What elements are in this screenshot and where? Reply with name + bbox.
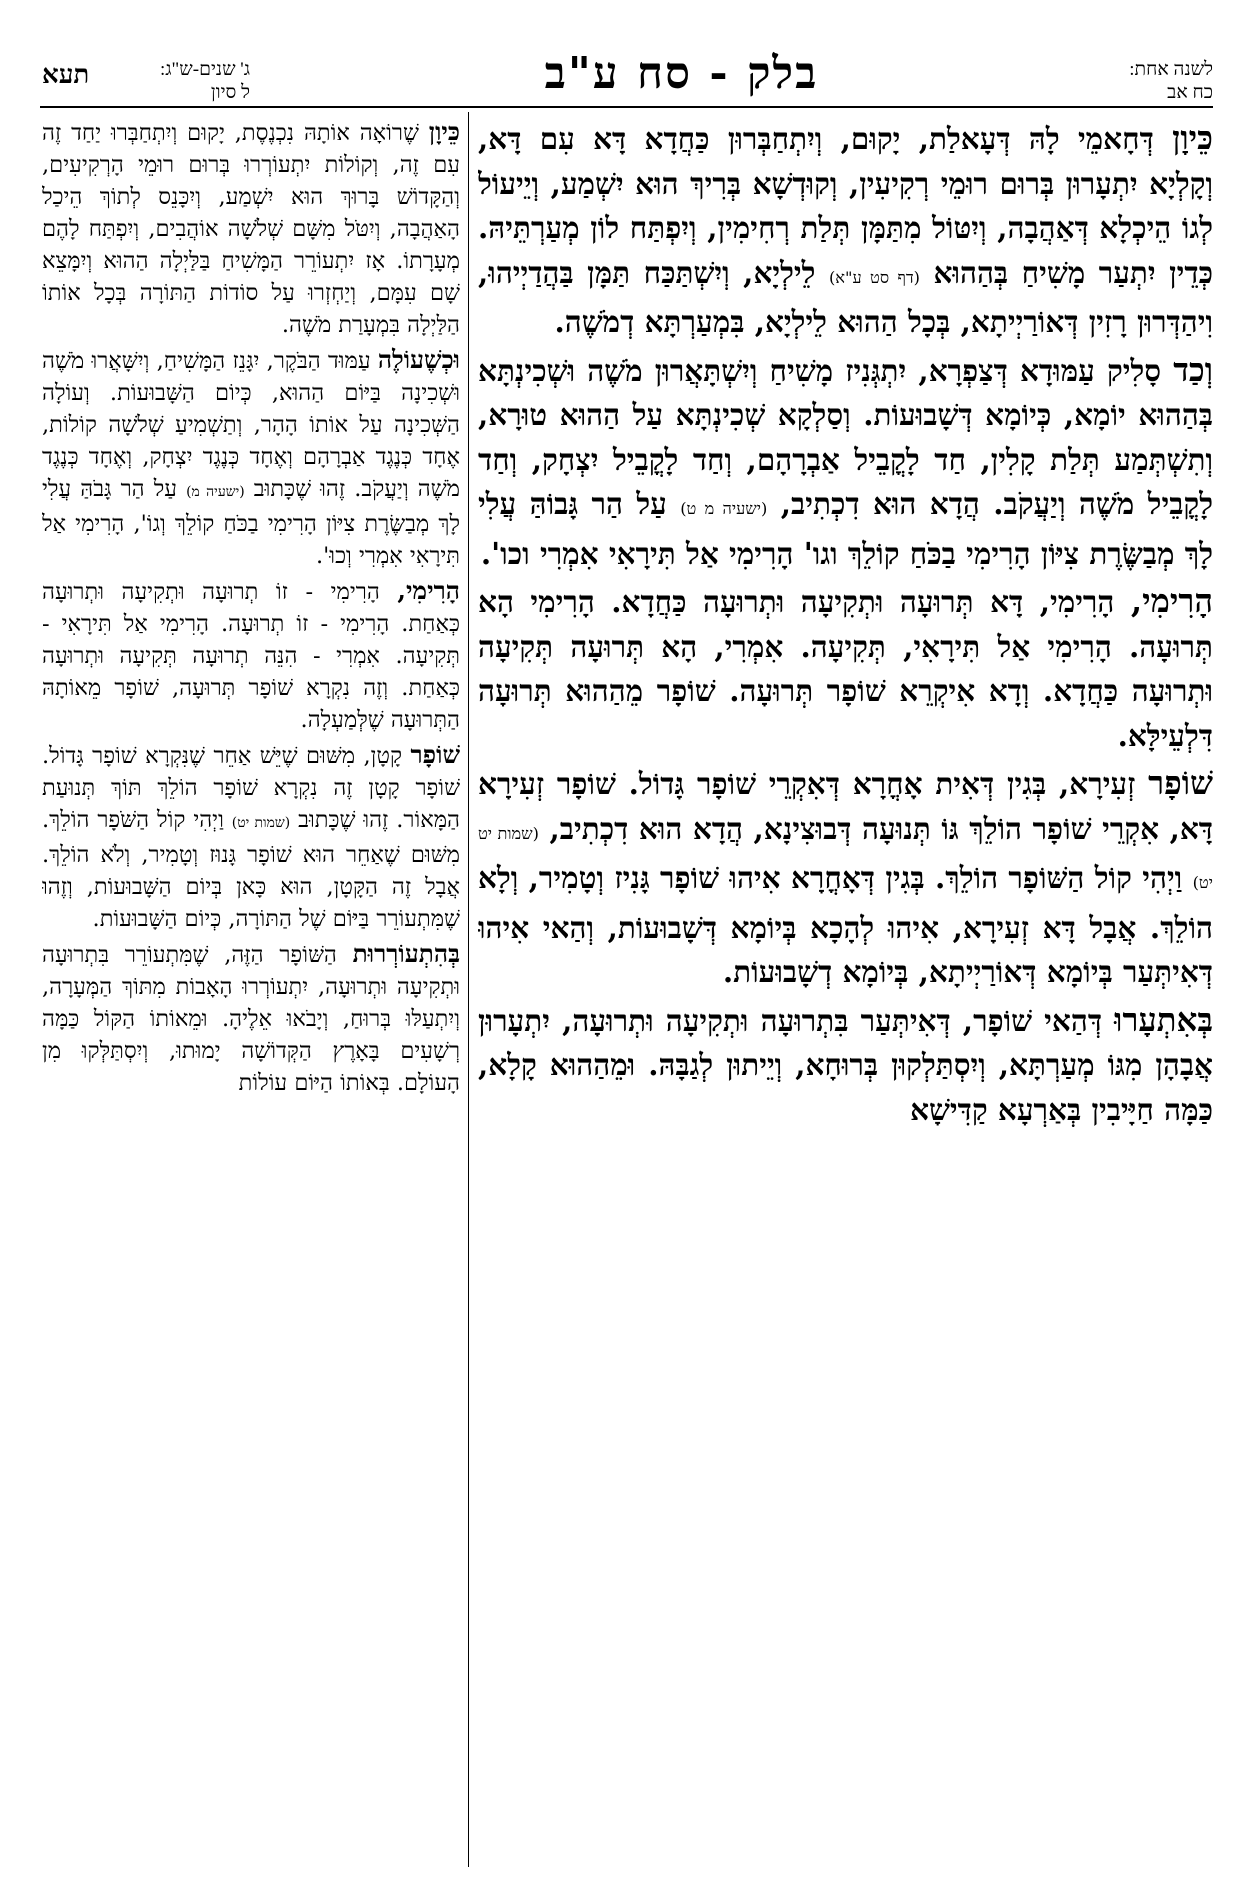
main-text-column [478,116,1213,1861]
paragraph-lead-word: וְכַד [1173,350,1213,389]
paragraph-lead-word: הָרִימִי, [397,576,460,605]
paragraph-lead-word: כֵּיוָן [428,117,460,146]
alt-schedule-label: ג' שנים-ש"ג: [160,59,250,80]
paragraph-text: וַיְהִי קוֹל הַשּׁוֹפָר הוֹלֵךְ. בְּגִין דְּאָחֳרָא אִיהוּ שׁוֹפָר גָּנִיז וְטָמִיר, וְלָא הוֹלֵךְ. אֲבָל דָּא זְעִירָא, אִיהוּ לְהָכָא בְּיוֹמָא דְּשָׁבוּעוֹת, וְהַאי אִיהוּ דְּאִיתְּעַר בְּיוֹמָא דְּאוֹרַיְיתָא, בְּיוֹמָא דְשָׁבוּעוֹת. [478,860,1213,989]
paragraph-lead-word: כֵּיוָן [1172,119,1213,157]
main-paragraph [478,761,1213,995]
paragraph-lead-word: בְּהִתְעוֹרְרוּת [352,939,460,968]
paragraph-lead-word: וּכְשֶׁעוֹלֶה [377,345,460,374]
translation-paragraph [42,116,460,341]
source-reference: (שמות יט יט) [478,823,1213,892]
paragraph-lead-word: בְּאִתְעָרוּ [1114,1000,1213,1039]
header-rule [40,106,1213,108]
main-paragraph [478,348,1213,577]
alt-schedule [160,58,250,104]
translation-paragraph [42,938,460,1099]
paragraph-lead-word: שׁוֹפָר [410,740,460,769]
paragraph-text: עַל הַר גָּבֹהַּ עֲלִי לָךְ מְבַשֶּׂרֶת צִיּוֹן הָרִימִי בַכֹּחַ קוֹלֵךְ וְגוֹ', הָרִימִי אַל תִּירָאִי אִמְרִי וְכוּ'. [42,476,460,569]
page-title: בלק - סח ע"ב [544,48,819,99]
paragraph-text: לֵילְיָא, וְיִשְׁתַּכַּח תַּמָּן בַּהֲדַיְיהוּ, וִיהַדְּרוּן רָזִין דְּאוֹרַיְיתָא, בְּכָל הַהוּא לֵילְיָא, בִּמְעַרְתָּא דְמֹשֶׁה. [478,254,1213,339]
main-paragraph [478,998,1213,1133]
study-schedule-label: לשנה אחת: [1129,59,1213,80]
translation-paragraph [42,739,460,935]
paragraph-text: שֶׁרוֹאָה אוֹתָהּ נִכְנֶסֶת, יָקוּם וְיִתְחַבְּרוּ יַחַד זֶה עִם זֶה, וְקוֹלוֹת יִתְעוֹרְרוּ בְּרוּם רוּמֵי הָרְקִיעִים, וְהַקָּדוֹשׁ בָּרוּךְ הוּא יִשְׁמַע, וְיִכָּנֵס לְתוֹךְ הֵיכַל הָאַהֲבָה, וְיִטֹּל מִשָּׁם שְׁלֹשָׁה אוֹהֲבִים, וְיִפְתַּח לָהֶם מְעָרָתוֹ. אָז יִתְעוֹרֵר הַמָּשִׁיחַ בַּלַּיְלָה הַהוּא וְיִמָּצֵא שָׁם עִמָּם, וְיַחְזְרוּ עַל סוֹדוֹת הַתּוֹרָה בְּכָל אוֹתוֹ הַלַּיְלָה בִּמְעָרַת מֹשֶׁה. [42,120,460,338]
translation-paragraph [42,575,460,736]
page-number: תעא [42,60,90,89]
alt-schedule-date: ל סיון [210,82,250,103]
paragraph-text: הַשּׁוֹפָר הַזֶּה, שֶׁמִּתְעוֹרֵר בִּתְרוּעָה וּתְקִיעָה וּתְרוּעָה, יִתְעוֹרְרוּ הָאָבוֹת מִתּוֹךְ הַמְּעָרָה, וְיִתְעַלּוּ בְּרוּחַ, וְיָבֹאוּ אֵלֶיהָ. וּמֵאוֹתוֹ הַקּוֹל כַּמָּה רְשָׁעִים בָּאָרֶץ הַקְּדוֹשָׁה יָמוּתוּ, וְיִסְתַּלְּקוּ מִן הָעוֹלָם. בְּאוֹתוֹ הַיּוֹם עוֹלוֹת [42,942,460,1096]
main-paragraph [478,579,1213,758]
study-schedule-date: כח אב [1167,82,1213,103]
paragraph-text: עַמּוּד הַבֹּקֶר, יִגָּנֵז הַמָּשִׁיחַ, וְיִשָּׁאֲרוּ מֹשֶׁה וּשְׁכִינָה בַּיּוֹם הַהוּא, כְּיוֹם הַשָּׁבוּעוֹת. וְעוֹלָה הַשְּׁכִינָה עַל אוֹתוֹ הָהָר, וְתַשְׁמִיעַ שְׁלֹשָׁה קוֹלוֹת, אֶחָד כְּנֶגֶד אַבְרָהָם וְאֶחָד כְּנֶגֶד יִצְחָק, וְאֶחָד כְּנֶגֶד מֹשֶׁה וְיַעֲקֹב. זֶהוּ שֶׁכָּתוּב [42,348,460,502]
paragraph-text: דְּחָאמֵי לָהּ דְּעָאלַת, יָקוּם, וְיִתְחַבְּרוּן כַּחֲדָא דָּא עִם דָּא, וְקָלְיָא יִתְעָרוּן בְּרוּם רוּמֵי רְקִיעִין, וְקוּדְשָׁא בְּרִיךְ הוּא יִשְׁמַע, וְיֵיעוֹל לְגוֹ הֵיכְלָא דְּאַהֲבָה, וְיִטּוֹל מִתַּמָּן תְּלַת רְחִימִין, וְיִפְתַּח לוֹן מְעַרְתֵּיהּ. כְּדֵין יִתְעַר מָשִׁיחַ בְּהַהוּא [478,121,1213,290]
paragraph-text: הָרִימִי, דָּא תְּרוּעָה וּתְקִיעָה וּתְרוּעָה כַּחֲדָא. הָרִימִי הָא תְּרוּעָה. הָרִימִי אַל תִּירָאִי, תְּקִיעָה. אִמְרִי, הָא תְּרוּעָה תְּקִיעָה וּתְרוּעָה כַּחֲדָא. וְדָא אִיקְרֵא שׁוֹפָר תְּרוּעָה. שׁוֹפָר מֵהַהוּא תְּרוּעָה דִּלְעֵילָּא. [478,584,1213,753]
translation-column [42,116,460,1861]
source-reference: (דף סט ע"א) [828,267,920,287]
paragraph-text: וַיְהִי קוֹל הַשֹּׁפָר הוֹלֵךְ. מִשּׁוּם שֶׁאַחֵר הוּא שׁוֹפָר גָּנוּז וְטָמִיר, וְלֹא הוֹלֵךְ. אֲבָל זֶה הַקָּטָן, הוּא כָּאן בְּיוֹם הַשָּׁבוּעוֹת, וְזֶהוּ שֶׁמִּתְעוֹרֵר בַּיּוֹם שֶׁל הַתּוֹרָה, כְּיוֹם הַשָּׁבוּעוֹת. [42,807,460,932]
source-reference: (ישעיה מ ט) [680,499,768,518]
main-paragraph [478,116,1213,345]
paragraph-text: סָלִיק עַמּוּדָא דְּצַפְרָא, יִתְגְּנִיז מָשִׁיחַ וְיִשְׁתָּאֲרוּן מֹשֶׁה וּשְׁכִינְתָּא בְּהַהוּא יוֹמָא, כְּיוֹמָא דְּשָׁבוּעוֹת. וְסַלְקָא שְׁכִינְתָּא עַל הַהוּא טוּרָא, וְתִשְׁתְּמַע תְּלַת קָלִין, חַד לָקֳבֵיל אַבְרָהָם, וְחַד לָקֳבֵיל יִצְחָק, וְחַד לָקֳבֵיל מֹשֶׁה וְיַעֲקֹב. הֲדָא הוּא דִכְתִיב, [478,352,1213,521]
paragraph-text: זְעִירָא, בְּגִין דְּאִית אָחֳרָא דְּאִקְרֵי שׁוֹפָר גָּדוֹל. שׁוֹפָר זְעִירָא דָּא, אִקְרֵי שׁוֹפָר הוֹלֵךְ גּוֹ תְּנוּעָה דְּבוּצִינָא, הֲדָא הוּא דִכְתִיב, [478,766,1213,846]
paragraph-text: דְּהַאי שׁוֹפָר, דְּאִיתְּעַר בִּתְרוּעָה וּתְקִיעָה וּתְרוּעָה, יִתְעָרוּן אֲבָהָן מִגּוֹ מְעַרְתָּא, וְיִסְתַּלְקוּן בְּרוּחָא, וְיֵיתוּן לְגַבָּהּ. וּמֵהַהוּא קָלָא, כַּמָּה חַיָּיבִין בְּאַרְעָא קַדִּישָׁא [478,1002,1213,1127]
column-divider [468,112,469,1867]
source-reference: (ישעיה מ) [186,484,245,500]
paragraph-text: הָרִימִי - זוֹ תְרוּעָה וּתְקִיעָה וּתְרוּעָה כְּאַחַת. הָרִימִי - זוֹ תְרוּעָה. הָרִימִי אַל תִּירָאִי - תְּקִיעָה. אִמְרִי - הִנֵּה תְרוּעָה תְּקִיעָה וּתְרוּעָה כְּאַחַת. וְזֶה נִקְרָא שׁוֹפָר תְּרוּעָה, שׁוֹפָר מֵאוֹתָהּ הַתְּרוּעָה שֶׁלְּמַעְלָה. [42,579,460,733]
paragraph-lead-word: הָרִימִי, [1130,582,1213,620]
paragraph-text: עַל הַר גָּבוֹהַּ עֲלִי לָךְ מְבַשֶּׂרֶת צִיּוֹן הָרִימִי בַכֹּחַ קוֹלֵךְ וגו' הָרִימִי אַל תִּירָאִי אִמְרִי וכו'. [478,486,1213,571]
translation-paragraph [42,344,460,572]
paragraph-lead-word: שׁוֹפָר [1148,764,1213,802]
paragraph-text: קָטָן, מִשּׁוּם שֶׁיֵּשׁ אַחֵר שֶׁנִּקְרָא שׁוֹפָר גָּדוֹל. שׁוֹפָר קָטָן זֶה נִקְרָא שׁוֹפָר הוֹלֵךְ תּוֹךְ תְּנוּעַת הַמָּאוֹר. זֶהוּ שֶׁכָּתוּב [42,743,460,833]
source-reference: (שמות יט) [231,815,291,831]
